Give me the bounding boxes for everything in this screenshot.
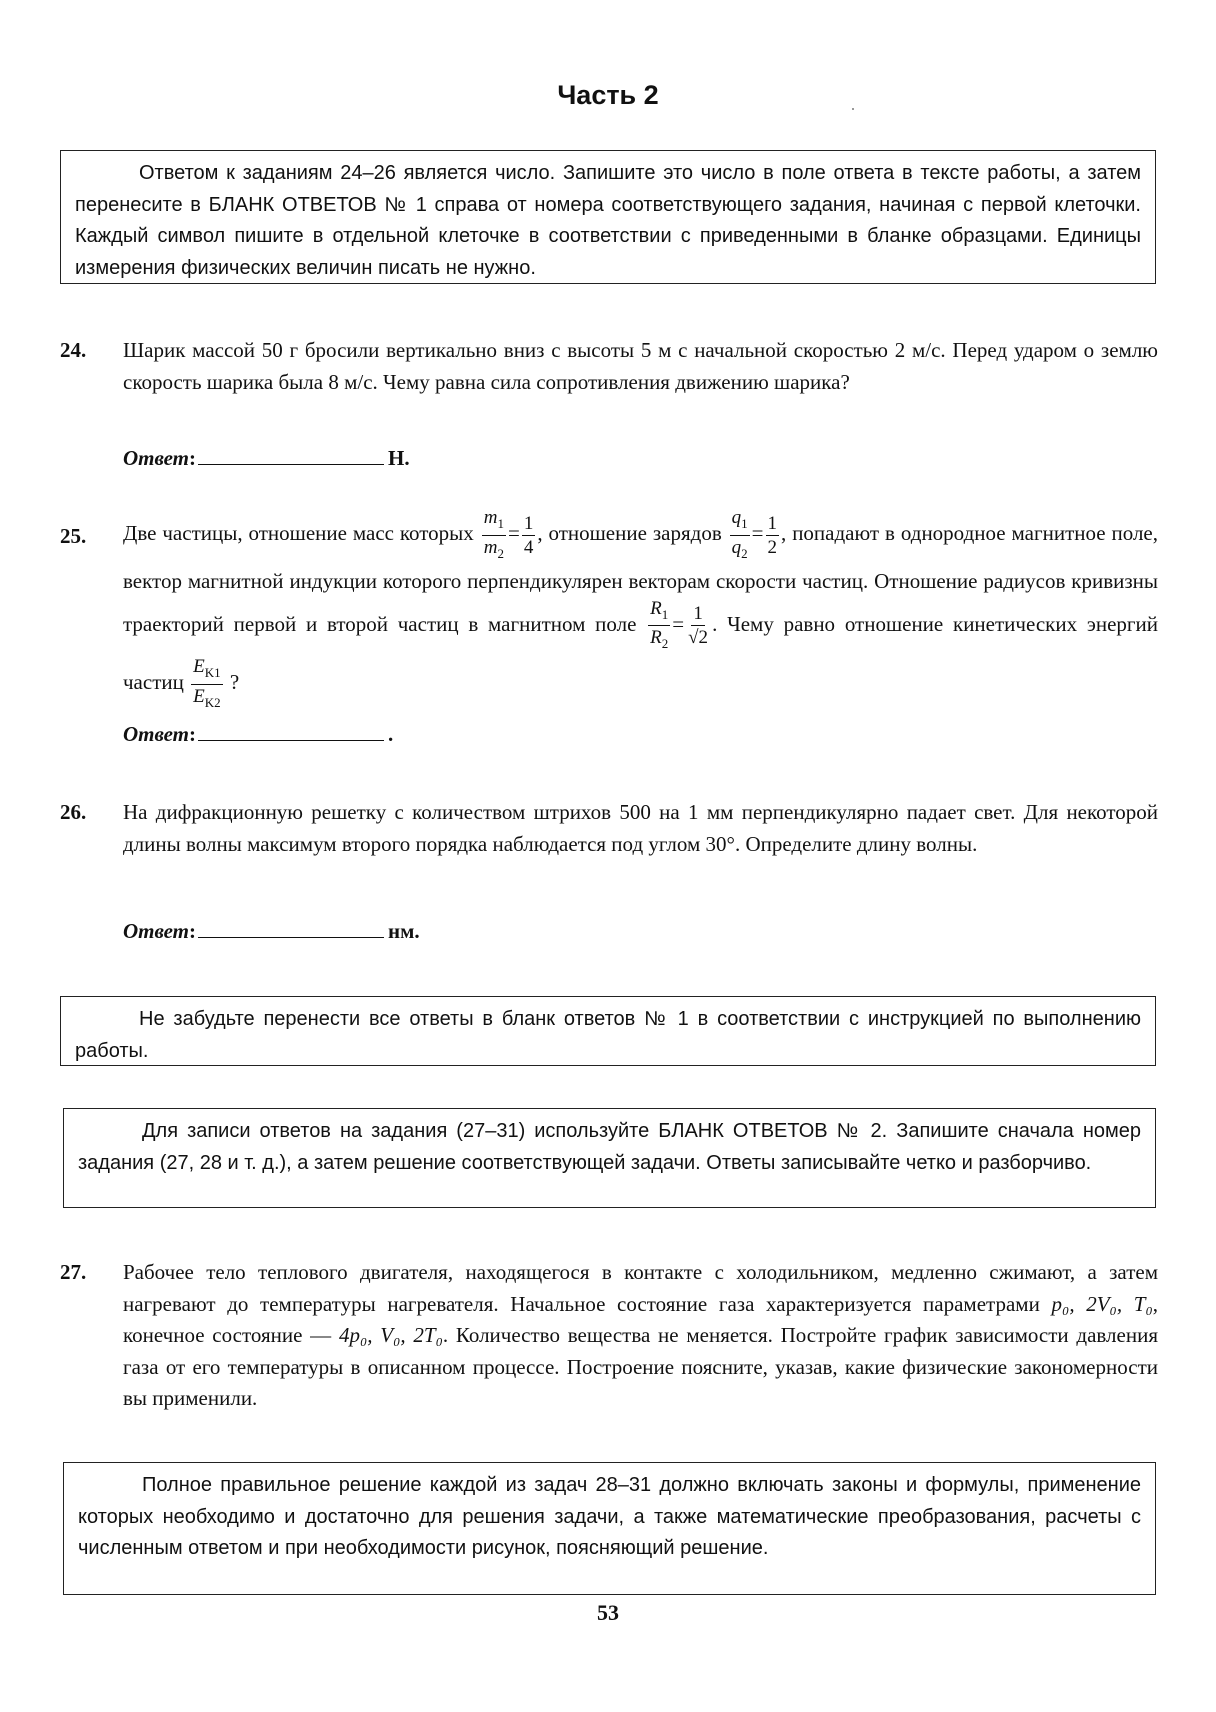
answer-field[interactable] — [198, 917, 384, 938]
task-26 — [60, 797, 1158, 860]
instruction-box-24-26 — [60, 150, 1156, 284]
task-text-b: , конечное состояние — — [123, 1291, 1159, 1347]
task-text-a: Две частицы, отношение масс которых — [123, 521, 474, 546]
charge-ratio-value: $\frac{1}{2}$ — [767, 512, 778, 558]
answer-26: Ответ : нм. — [123, 919, 420, 943]
scan-speck — [852, 108, 854, 110]
task-text-d: . Чему равно отношение кинетических энергий частиц — [123, 611, 1158, 695]
task-number: 27. — [60, 1260, 87, 1284]
reminder-text: Не забудьте перенести все ответы в бланк ответов № 1 в соответствии с инструкцией по выполнению работы. — [75, 1008, 1141, 1062]
charge-ratio-fraction: $\frac{q_1}{q_2}$ — [731, 507, 748, 561]
page-number: 53 — [597, 1600, 619, 1625]
requirements-text: Полное правильное решение каждой из задач 28–31 должно включать законы и формулы, применение которых необходимо и достаточно для решения задачи, а также математические преобразования, расчеты с численным ответом и при необходимости рисунок, поясняющий решение. — [78, 1474, 1141, 1559]
task-number: 26. — [60, 800, 87, 824]
answer-label: Ответ — [123, 446, 190, 470]
task-number: 25. — [60, 524, 87, 548]
instruction-text: Для записи ответов на задания (27–31) используйте БЛАНК ОТВЕТОВ № 2. Запишите сначала номер задания (27, 28 и т. д.), а затем решение соответствующей задачи. Ответы записывайте четко и разборчиво. — [78, 1120, 1141, 1174]
instruction-text: Ответом к заданиям 24–26 является число. Запишите это число в поле ответа в тексте работы, а затем перенесите в БЛАНК ОТВЕТОВ № 1 справа от номера соответствующего задания, начиная с первой клеточки. Каждый символ пишите в отдельной клеточке в соответствии с приведенными в бланке образцами. Единицы измерения физических величин писать не нужно. — [75, 162, 1141, 279]
answer-field[interactable] — [198, 720, 384, 741]
answer-unit: нм. — [388, 919, 420, 943]
task-24 — [60, 335, 1158, 398]
task-text: На дифракционную решетку с количеством штрихов 500 на 1 мм перпендикулярно падает свет. Для некоторой длины волны максимум второго порядка наблюдается под углом 30°. Определите длину волны. — [123, 800, 1158, 856]
answer-unit: Н. — [388, 446, 410, 470]
answer-unit: . — [388, 722, 394, 746]
answer-field[interactable] — [198, 444, 384, 465]
task-text-c: . Количество вещества не меняется. Постройте график зависимости давления газа от его температуры в описанном процессе. Построение поясните, указав, какие физические закономерности вы применили. — [123, 1323, 1158, 1410]
task-text-c: , попадают в однородное магнитное поле, вектор магнитной индукции которого перпендикулярен векторам скорости частиц. Отношение радиусов кривизны траекторий первой и второй частиц в магнитном поле — [123, 521, 1159, 636]
reminder-box — [60, 996, 1156, 1066]
instruction-box-27-31 — [63, 1108, 1156, 1208]
task-number: 24. — [60, 338, 87, 362]
answer-label: Ответ — [123, 919, 190, 943]
task-25: 25. Две частицы, отношение масс которых $\frac{m_1}{m_2}$ = $\frac{1}{4}$ , отношение зарядов $\frac{q_1}{q_2}$ = $\frac{1}{2}$ , попадают в однородное магнитное поле, вектор магнитной индукции которого перпендикулярен векторам скорости частиц. Отношение радиусов кривизны траекторий первой и второй частиц в магнитном поле $\frac{R_1}{R_2}$ = $\frac{1}{√2}$ . Чему равно отношение кинетических энергий частиц $\frac{E_{K1}}{E_{K2}}$ ? — [60, 506, 1158, 714]
answer-label: Ответ — [123, 722, 190, 746]
initial-params: p₀, 2V₀, T₀ — [1051, 1291, 1153, 1316]
task-text-a: Рабочее тело теплового двигателя, находящегося в контакте с холодильником, медленно сжимают, а затем нагревают до температуры нагревателя. Начальное состояние газа характеризуется параметрами — [123, 1260, 1158, 1316]
radius-ratio-value: $\frac{1}{√2}$ — [688, 603, 709, 649]
task-text-b: , отношение зарядов — [537, 521, 722, 546]
final-params: 4p₀, V₀, 2T₀ — [338, 1323, 443, 1347]
solution-requirements-box — [63, 1462, 1156, 1595]
radius-ratio-fraction: $\frac{R_1}{R_2}$ — [650, 597, 669, 652]
answer-24: Ответ : Н. — [123, 446, 410, 470]
task-text: Шарик массой 50 г бросили вертикально вниз с высоты 5 м с начальной скоростью 2 м/с. Перед ударом о землю скорость шарика была 8 м/с. Чему равна сила сопротивления движению шарика? — [123, 338, 1158, 394]
answer-25: Ответ : . — [123, 722, 394, 746]
mass-ratio-fraction: $\frac{m_1}{m_2}$ — [483, 507, 504, 561]
task-27 — [60, 1257, 1158, 1415]
energy-ratio-fraction: $\frac{E_{K1}}{E_{K2}}$ — [193, 656, 221, 710]
mass-ratio-value: $\frac{1}{4}$ — [523, 512, 534, 558]
part-title: Часть 2 — [557, 80, 659, 110]
